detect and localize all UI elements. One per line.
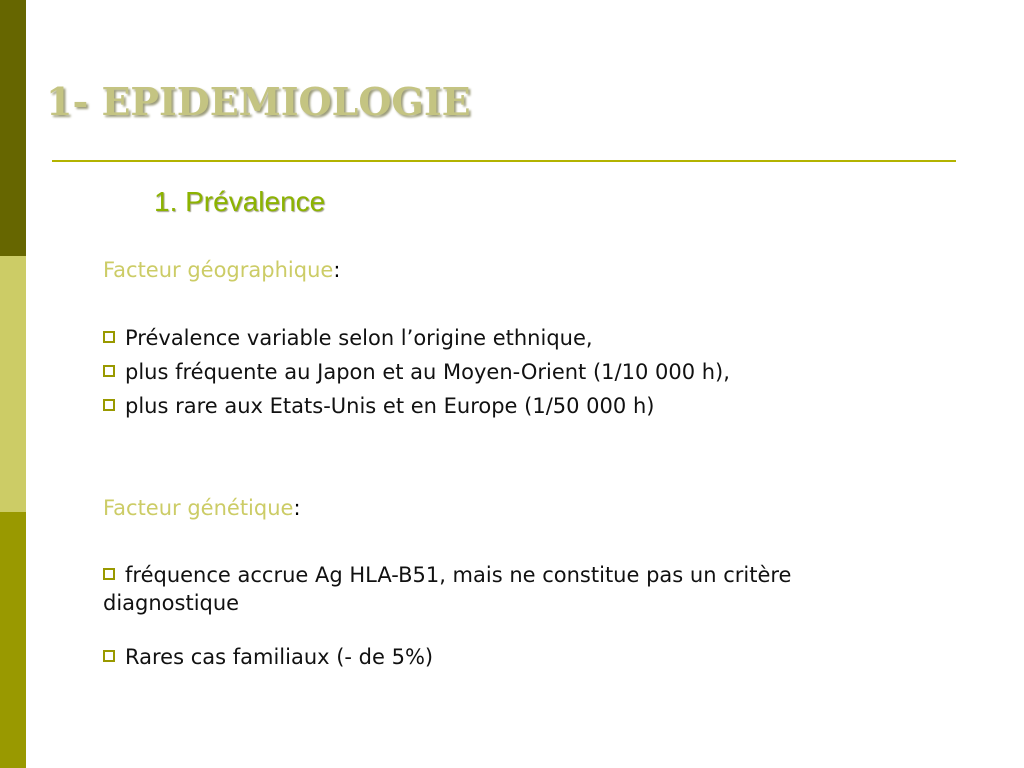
section-label-text: Facteur génétique — [103, 496, 294, 520]
sidebar-band-middle — [0, 256, 26, 512]
list-item — [103, 392, 903, 420]
title-divider — [52, 160, 956, 162]
section-label-text: Facteur géographique — [103, 258, 334, 282]
sidebar-band-bottom — [0, 512, 26, 768]
hollow-square-bullet-icon — [103, 331, 115, 343]
hollow-square-bullet-icon — [103, 365, 115, 377]
list-item — [103, 561, 873, 617]
list-item — [103, 358, 903, 386]
list-item-text: plus rare aux Etats-Unis et en Europe (1/50 000 h) — [125, 394, 655, 418]
list-item — [103, 643, 873, 671]
section-label-genetique — [103, 494, 301, 522]
slide-title: 1- EPIDEMIOLOGIE — [46, 79, 471, 124]
slide-subtitle: 1. Prévalence — [154, 186, 326, 217]
section-label-geographique — [103, 256, 340, 284]
section-label-colon: : — [333, 258, 341, 282]
bullet-list-genetique — [103, 561, 873, 677]
section-label-colon: : — [293, 496, 301, 520]
bullet-list-geographique — [103, 324, 903, 426]
list-item-text: Rares cas familiaux (- de 5%) — [125, 645, 434, 669]
sidebar-band-top — [0, 0, 26, 256]
list-item-text: plus fréquente au Japon et au Moyen-Orient (1/10 000 h), — [125, 360, 730, 384]
list-item-text: Prévalence variable selon l’origine ethnique, — [125, 326, 593, 350]
hollow-square-bullet-icon — [103, 650, 115, 662]
hollow-square-bullet-icon — [103, 399, 115, 411]
list-item — [103, 324, 903, 352]
list-item-text: fréquence accrue Ag HLA-B51, mais ne constitue pas un critère diagnostique — [103, 563, 792, 615]
hollow-square-bullet-icon — [103, 568, 115, 580]
